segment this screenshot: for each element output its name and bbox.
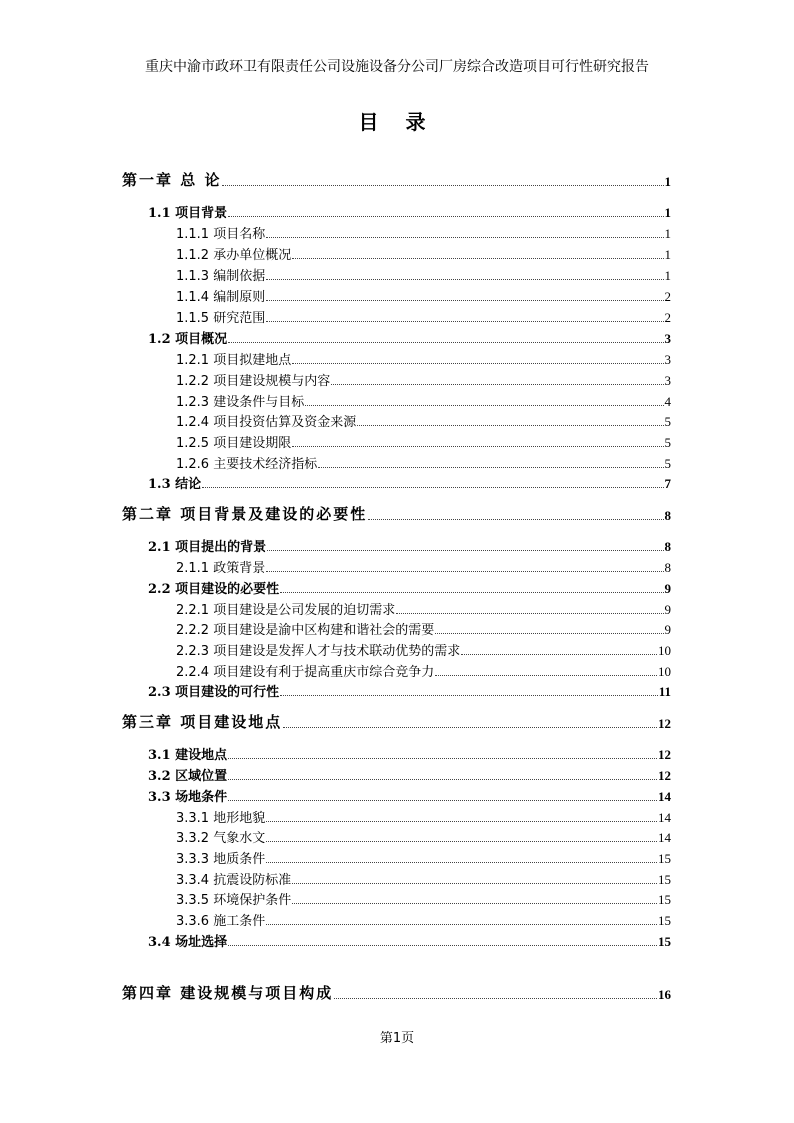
toc-entry-label: 3.3.5 环境保护条件 [176, 893, 292, 908]
toc-entry-label: 3.1 建设地点 [148, 748, 228, 763]
toc-entry-page: 14 [658, 810, 671, 825]
toc-entry-page: 5 [664, 456, 671, 471]
toc-dot-leader [292, 363, 663, 364]
toc-entry[interactable] [176, 660, 671, 680]
toc-entry[interactable] [148, 327, 671, 347]
toc-entry[interactable] [176, 306, 671, 326]
toc-dot-leader [280, 695, 658, 696]
toc-dot-leader [266, 841, 657, 842]
toc-dot-leader [266, 821, 657, 822]
toc-entry[interactable] [176, 556, 671, 576]
toc-entry[interactable] [176, 348, 671, 368]
toc-entry-page: 15 [658, 892, 671, 907]
toc-dot-leader [461, 654, 657, 655]
toc-entry[interactable] [122, 712, 671, 732]
toc-entry[interactable] [176, 868, 671, 888]
toc-entry-page: 16 [658, 987, 671, 1002]
toc-entry-page: 12 [658, 716, 671, 731]
toc-entry-label: 3.3.1 地形地貌 [176, 811, 266, 826]
toc-entry[interactable] [148, 472, 671, 492]
toc-entry-label: 3.3.6 施工条件 [176, 914, 266, 929]
toc-dot-leader [266, 300, 663, 301]
toc-entry-page: 9 [664, 581, 671, 596]
toc-entry-page: 1 [664, 205, 671, 220]
toc-entry-label: 1.1.4 编制原则 [176, 290, 266, 305]
toc-dot-leader [202, 487, 663, 488]
toc-entry-page: 10 [658, 643, 671, 658]
toc-entry-label: 第二章 项目背景及建设的必要性 [122, 505, 368, 523]
toc-entry[interactable] [176, 826, 671, 846]
toc-entry[interactable] [176, 410, 671, 430]
toc-entry[interactable] [176, 639, 671, 659]
toc-dot-leader [228, 216, 663, 217]
toc-entry-label: 第四章 建设规模与项目构成 [122, 984, 334, 1002]
toc-entry-label: 1.2 项目概况 [148, 332, 228, 347]
toc-dot-leader [266, 924, 657, 925]
toc-dot-leader [222, 185, 663, 186]
toc-entry-page: 15 [658, 872, 671, 887]
toc-entry-page: 5 [664, 435, 671, 450]
toc-dot-leader [280, 592, 663, 593]
toc-entry-page: 1 [664, 174, 671, 189]
toc-entry-page: 5 [664, 414, 671, 429]
toc-entry-page: 1 [664, 226, 671, 241]
page-header: 重庆中渝市政环卫有限责任公司设施设备分公司厂房综合改造项目可行性研究报告 [145, 59, 649, 75]
toc-entry-label: 1.2.3 建设条件与目标 [176, 395, 305, 410]
toc-entry[interactable] [176, 847, 671, 867]
toc-dot-leader [292, 258, 663, 259]
toc-dot-leader [435, 633, 663, 634]
toc-dot-leader [266, 862, 657, 863]
toc-entry-page: 3 [664, 331, 671, 346]
toc-dot-leader [292, 903, 657, 904]
toc-entry-page: 7 [664, 476, 671, 491]
toc-entry[interactable] [176, 243, 671, 263]
toc-dot-leader [318, 467, 663, 468]
toc-entry[interactable] [176, 806, 671, 826]
toc-entry[interactable] [148, 577, 671, 597]
toc-entry[interactable] [176, 431, 671, 451]
toc-dot-leader [292, 883, 657, 884]
toc-dot-leader [228, 800, 657, 801]
toc-entry-label: 1.1.2 承办单位概况 [176, 248, 292, 263]
page-footer: 第1页 [379, 1031, 415, 1046]
toc-entry-label: 1.1.3 编制依据 [176, 269, 266, 284]
toc-entry[interactable] [122, 983, 671, 1003]
toc-entry-label: 2.2.1 项目建设是公司发展的迫切需求 [176, 603, 396, 618]
toc-entry-label: 1.2.4 项目投资估算及资金来源 [176, 415, 357, 430]
toc-entry-label: 1.1.1 项目名称 [176, 227, 266, 242]
toc-entry-label: 2.2.4 项目建设有利于提高重庆市综合竞争力 [176, 665, 435, 680]
toc-dot-leader [266, 571, 663, 572]
toc-entry-label: 1.2.6 主要技术经济指标 [176, 457, 318, 472]
toc-entry-page: 2 [664, 310, 671, 325]
toc-entry-label: 1.1.5 研究范围 [176, 311, 266, 326]
toc-entry-label: 1.3 结论 [148, 477, 202, 492]
toc-entry-label: 2.3 项目建设的可行性 [148, 685, 280, 700]
toc-entry[interactable] [176, 222, 671, 242]
toc-entry-page: 1 [664, 247, 671, 262]
toc-entry-label: 3.4 场址选择 [148, 935, 228, 950]
toc-entry-label: 3.3.2 气象水文 [176, 831, 266, 846]
toc-entry[interactable] [176, 390, 671, 410]
toc-entry-page: 11 [658, 684, 671, 699]
toc-entry[interactable] [176, 598, 671, 618]
toc-entry-page: 15 [658, 851, 671, 866]
toc-entry[interactable] [148, 785, 671, 805]
toc-dot-leader [266, 279, 663, 280]
toc-dot-leader [283, 727, 657, 728]
toc-dot-leader [266, 321, 663, 322]
toc-entry-label: 2.1 项目提出的背景 [148, 540, 267, 555]
toc-dot-leader [228, 342, 663, 343]
toc-dot-leader [292, 446, 663, 447]
toc-entry-page: 10 [658, 664, 671, 679]
toc-dot-leader [357, 425, 663, 426]
toc-dot-leader [435, 675, 657, 676]
toc-entry[interactable] [148, 743, 671, 763]
toc-entry-label: 2.2 项目建设的必要性 [148, 582, 280, 597]
toc-entry-page: 1 [664, 268, 671, 283]
toc-dot-leader [334, 998, 657, 999]
toc-dot-leader [368, 519, 663, 520]
toc-entry-page: 14 [658, 789, 671, 804]
toc-entry-label: 3.3.4 抗震设防标准 [176, 873, 292, 888]
toc-entry-label: 2.2.2 项目建设是渝中区构建和谐社会的需要 [176, 623, 435, 638]
toc-entry-page: 8 [664, 508, 671, 523]
toc-entry[interactable] [176, 369, 671, 389]
toc-entry-page: 12 [658, 768, 671, 783]
toc-entry[interactable] [122, 170, 671, 190]
toc-entry-label: 第三章 项目建设地点 [122, 713, 283, 731]
toc-entry-page: 14 [658, 830, 671, 845]
toc-entry[interactable] [176, 618, 671, 638]
toc-entry-page: 8 [664, 560, 671, 575]
toc-entry[interactable] [176, 264, 671, 284]
toc-entry-label: 第一章 总 论 [122, 171, 222, 189]
toc-entry-page: 15 [658, 913, 671, 928]
toc-dot-leader [267, 550, 663, 551]
toc-entry[interactable] [122, 504, 671, 524]
toc-entry[interactable] [148, 680, 671, 700]
toc-dot-leader [266, 237, 663, 238]
toc-entry-page: 9 [664, 602, 671, 617]
toc-entry-label: 1.2.1 项目拟建地点 [176, 353, 292, 368]
toc-entry-page: 3 [664, 352, 671, 367]
toc-title: 目 录 [358, 110, 436, 134]
toc-entry-page: 2 [664, 289, 671, 304]
toc-entry-label: 1.2.2 项目建设规模与内容 [176, 374, 331, 389]
toc-dot-leader [331, 384, 663, 385]
toc-entry[interactable] [176, 888, 671, 908]
toc-dot-leader [305, 405, 663, 406]
toc-entry-page: 3 [664, 373, 671, 388]
toc-entry[interactable] [176, 452, 671, 472]
toc-entry-label: 1.1 项目背景 [148, 206, 228, 221]
toc-entry-label: 2.2.3 项目建设是发挥人才与技术联动优势的需求 [176, 644, 461, 659]
toc-entry-page: 4 [664, 394, 671, 409]
toc-entry[interactable] [148, 764, 671, 784]
toc-dot-leader [228, 779, 657, 780]
toc-entry[interactable] [176, 909, 671, 929]
toc-dot-leader [396, 613, 663, 614]
toc-entry-page: 9 [664, 622, 671, 637]
toc-entry-label: 3.3.3 地质条件 [176, 852, 266, 867]
toc-entry-page: 15 [658, 934, 671, 949]
toc-entry-page: 8 [664, 539, 671, 554]
toc-entry-label: 3.3 场地条件 [148, 790, 228, 805]
toc-entry-label: 2.1.1 政策背景 [176, 561, 266, 576]
toc-entry[interactable] [148, 201, 671, 221]
toc-dot-leader [228, 945, 657, 946]
toc-entry[interactable] [148, 535, 671, 555]
toc-entry-page: 12 [658, 747, 671, 762]
toc-dot-leader [228, 758, 657, 759]
toc-entry-label: 1.2.5 项目建设期限 [176, 436, 292, 451]
toc-entry[interactable] [148, 930, 671, 950]
toc-entry[interactable] [176, 285, 671, 305]
toc-entry-label: 3.2 区域位置 [148, 769, 228, 784]
